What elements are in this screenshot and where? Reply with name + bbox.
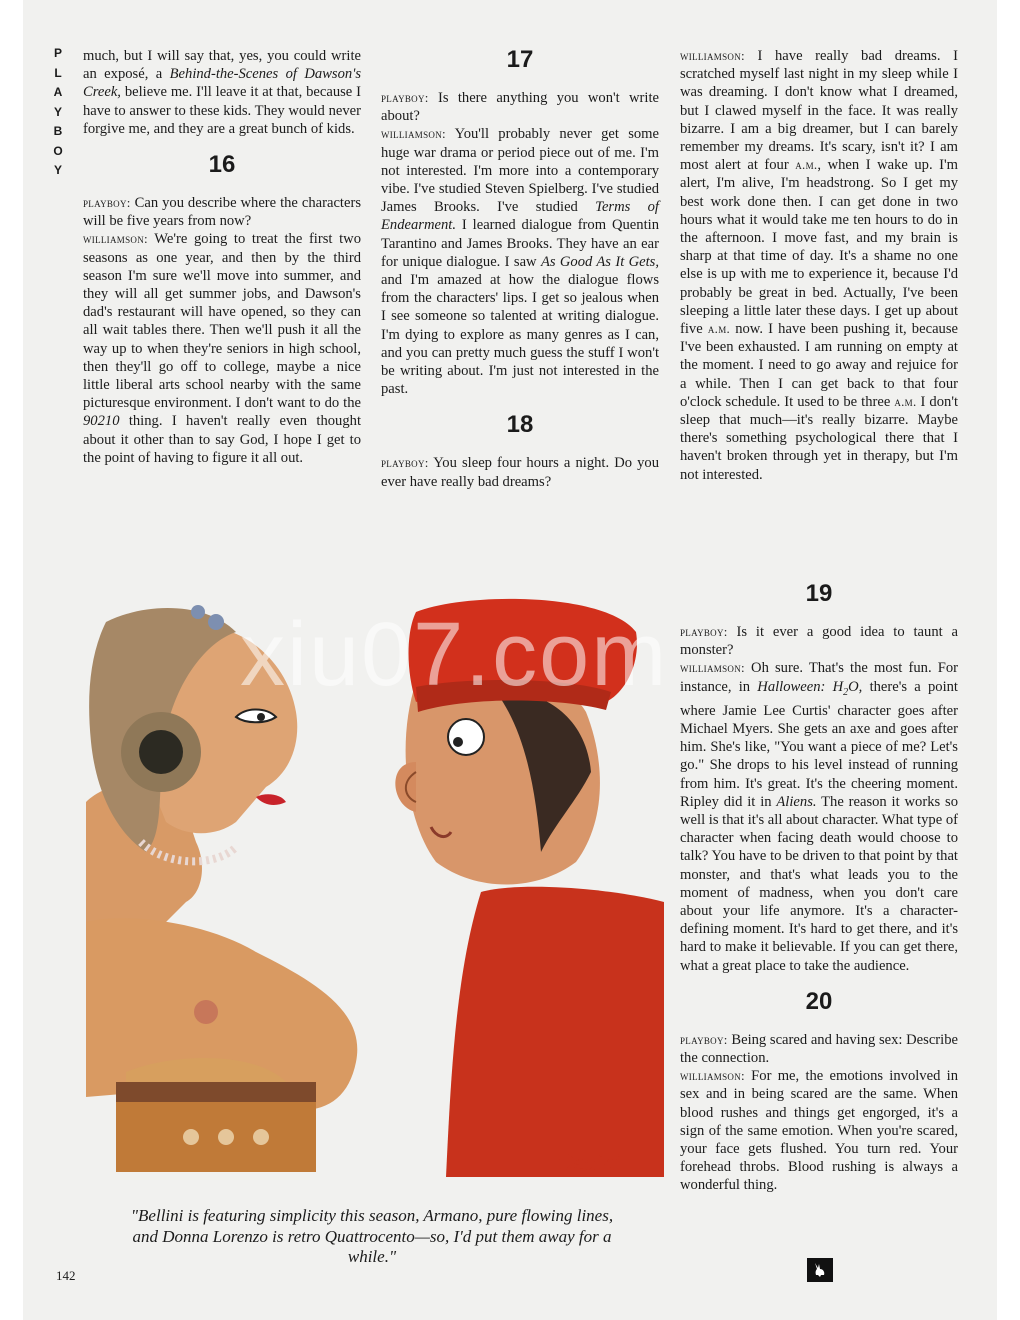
question-number-16: 16 [208,151,236,179]
answer-18: williamson: I have really bad dreams. I scratched myself last night in my sleep while I was dreaming. I don't know what I dreamed, but I clawed myself in the face. It was really bizarre. I am a big dreamer, but I can barely remember my dreams. It's scary, isn't it? I am most alert at four a.m., when I wake up. I'm alert, I'm alive, I'm headstrong. So I get my best work done then. I can get done in two hours what it would take me ten hours to do in the afternoon. I move fast, and my brain is sharp at that time of day. It's a shame no one else is up with me to experience it, because I'd probably be great in bed. Actually, I've been sleeping a little later these days. I get up about five a.m. now. I have been pushing it, because I've been exhausted. I am running on empty at the moment. I need to go away and rejuice for a while. Then I can get back to that four o'clock schedule. It used to be three a.m. I don't sleep that much—it's really bizarre. Maybe there's something psychological there that I haven't broken through yet in therapy, but I'm not interested. [680,48,959,483]
brand-letter: L [54,65,62,80]
column-right-bottom [680,567,958,1195]
answer-17: williamson: You'll probably never get some huge war drama or period piece out of me. I'm not interested. I'm more into a contemporary vibe. I've studied Steven Spielberg. I've studied James Brooks. I've studied Terms of Endearment. I learned dialogue from Quentin Tarantino and James Brooks. They have an ear for unique dialogue. I saw As Good As It Gets, and I'm amazed at how the dialogue flows from the characters' lips. I get so jealous when I see someone so talented at writing dialogue. I'm dying to explore as many genres as I can, and you can pretty much guess the stuff I won't be writing about. I'm just not interested in the past. [381,126,659,398]
question-16: playboy: Can you describe where the characters will be five years from now? [83,195,361,230]
brand-letter: B [53,124,63,138]
woman-figure [86,605,357,1172]
brand-letter: O [53,143,63,158]
answer-16: williamson: We're going to treat the first two seasons as one year, and then by the third season I'm sure we'll move into summer, and they will all get summer jobs, and Dawson's dad's restaurant will have opened, so they can all wait tables there. Then we'll push it all the way up to when they're seniors in high school, then they'll go off to college, maybe a nice little liberal arts school nearby with the same picturesque environment. I don't want to do the 90210 thing. I haven't really even thought about it other than to say God, I hope I get to the point of having to figure it all out. [83,231,361,466]
answer-19: williamson: Oh sure. That's the most fun. For instance, in Halloween: $H_2O$, there's a point where Jamie Lee Curtis' character goes after Michael Myers. She gets an axe and goes after him. She's like, "You want a piece of me? Let's go." She drops to his level instead of running from him. It's great. It's the cheering moment. Ripley did it in Aliens. The reason it works so well is that it's all about character. What type of character when facing death would choose to talk? You have to be driven to that point by that monster, and that's what leads you to the moment of madness, when you don't care about your life anymore. It's a character-defining moment. It's hard to get there, and it's hard to make it believable. If you can get there, what a great place to take the audience. [680,660,958,974]
column-left [83,47,361,467]
cartoon-illustration [86,592,664,1177]
question-number-20: 20 [805,987,833,1015]
man-figure [395,599,664,1177]
column-middle [381,47,659,491]
answer-20: williamson: For me, the emotions involved in sex and in being scared are the same. When blood rushes and things get engorged, it's a sign of the same emotion. When you're scared, your face gets flushed. You turn red. Your forehead throbs. Blood rushing is always a wonderful thing. [680,1068,958,1194]
question-17: playboy: Is there anything you won't write about? [381,90,659,125]
question-number-17: 17 [506,46,534,73]
question-19: playboy: Is it ever a good idea to taunt a monster? [680,624,958,659]
brand-letter: A [53,85,63,99]
watermark: xiu07.com [240,605,669,705]
sidebar-brand [49,44,67,181]
brand-letter: Y [53,163,62,177]
cartoon-caption: "Bellini is featuring simplicity this season, Armano, pure flowing lines, and Donna Lorenzo is retro Quattrocento—so, I'd put them away for a while." [130,1206,614,1266]
brand-letter: Y [53,104,62,119]
brand-letter: P [53,46,62,60]
column-right-top [680,47,958,484]
question-18: playboy: You sleep four hours a night. Do you ever have really bad dreams? [381,455,659,490]
rabbit-logo-icon [807,1258,833,1282]
question-number-19: 19 [805,580,833,607]
continued-paragraph: much, but I will say that, yes, you could write an exposé, a Behind-the-Scenes of Dawson's Creek, believe me. I'll leave it at that, because I have to answer to these kids. They would never forgive me, and they are a great bunch of kids. [83,48,362,137]
question-number-18: 18 [506,411,534,439]
question-20: playboy: Being scared and having sex: Describe the connection. [680,1031,958,1066]
page-number: 142 [56,1268,76,1283]
artist-signature: Dedini [556,1150,622,1176]
